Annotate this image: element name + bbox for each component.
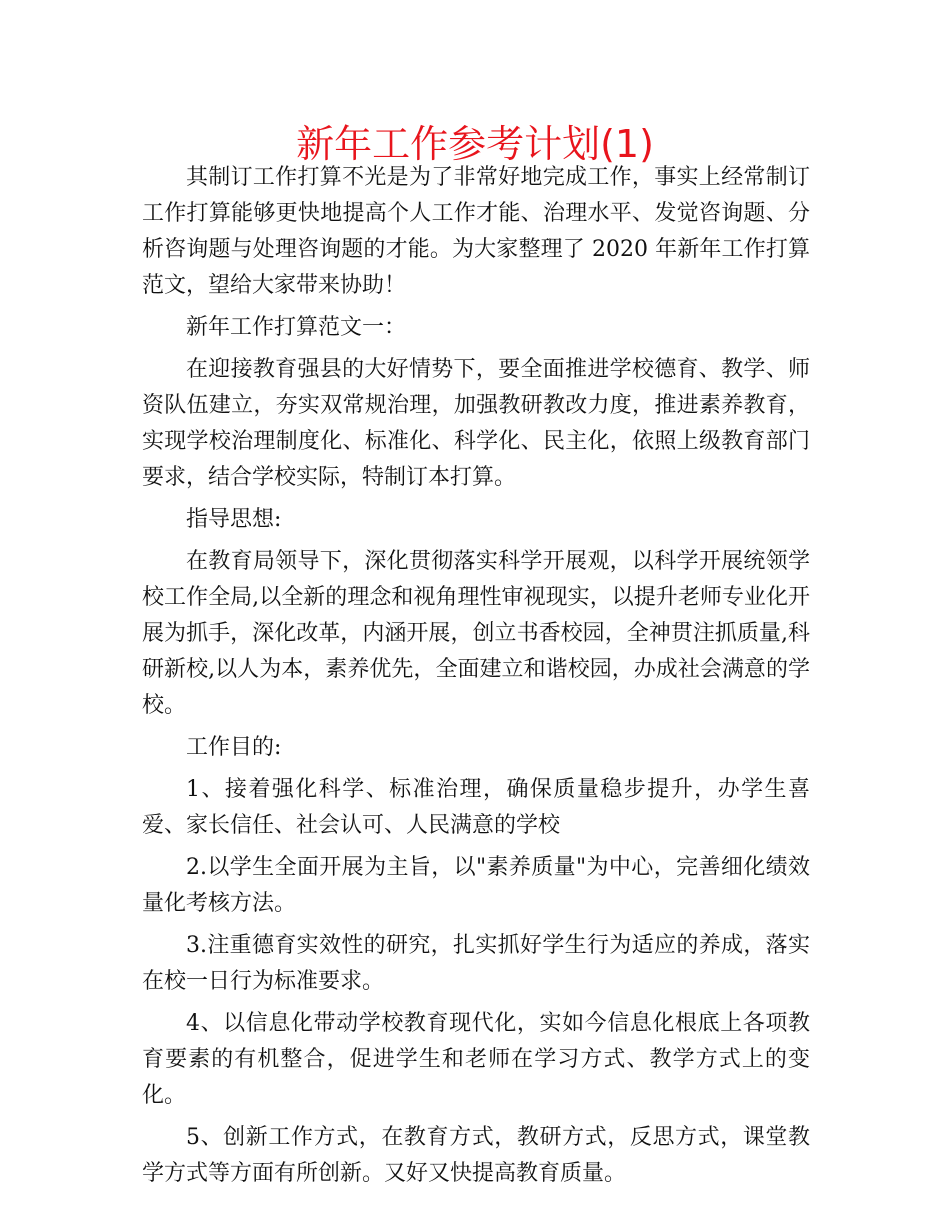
paragraph-intro: 其制订工作打算不光是为了非常好地完成工作，事实上经常制订工作打算能够更快地提高个人工作才能、治理水平、发觉咨询题、分析咨询题与处理咨询题的才能。为大家整理了 2020 年新年工作打算范文，望给大家带来协助！ xyxy=(142,165,810,298)
paragraph-guiding-ideology: 在教育局领导下，深化贯彻落实科学开展观，以科学开展统领学校工作全局,以全新的理念和视角理性审视现实，以提升老师专业化开展为抓手，深化改革，内涵开展，创立书香校园，全神贯注抓质量,科研新校,以人为本，素养优先，全面建立和谐校园，办成社会满意的学校。 xyxy=(142,549,810,718)
paragraph-goal-1: 1、接着强化科学、标准治理，确保质量稳步提升，办学生喜爱、家长信任、社会认可、人民满意的学校 xyxy=(142,777,810,838)
document-body xyxy=(142,160,810,1198)
paragraph-heading-work-goals: 工作目的: xyxy=(186,735,282,760)
paragraph-heading-sample-one: 新年工作打算范文一： xyxy=(186,315,407,340)
page-title: 新年工作参考计划(1) xyxy=(296,122,654,166)
paragraph-background: 在迎接教育强县的大好情势下，要全面推进学校德育、教学、师资队伍建立，夯实双常规治理，加强教研教改力度，推进素养教育，实现学校治理制度化、标准化、科学化、民主化，依照上级教育部门要求，结合学校实际，特制订本打算。 xyxy=(142,357,810,490)
paragraph-goal-4: 4、以信息化带动学校教育现代化，实如今信息化根底上各项教育要素的有机整合，促进学生和老师在学习方式、教学方式上的变化。 xyxy=(142,1011,810,1108)
paragraph-goal-2: 2.以学生全面开展为主旨，以"素养质量"为中心，完善细化绩效量化考核方法。 xyxy=(142,855,810,916)
paragraph-goal-5: 5、创新工作方式，在教育方式，教研方式，反思方式，课堂教学方式等方面有所创新。又好又快提高教育质量。 xyxy=(142,1125,810,1186)
paragraph-goal-3: 3.注重德育实效性的研究，扎实抓好学生行为适应的养成，落实在校一日行为标准要求。 xyxy=(142,933,810,994)
paragraph-heading-guiding-ideology: 指导思想: xyxy=(186,507,282,532)
